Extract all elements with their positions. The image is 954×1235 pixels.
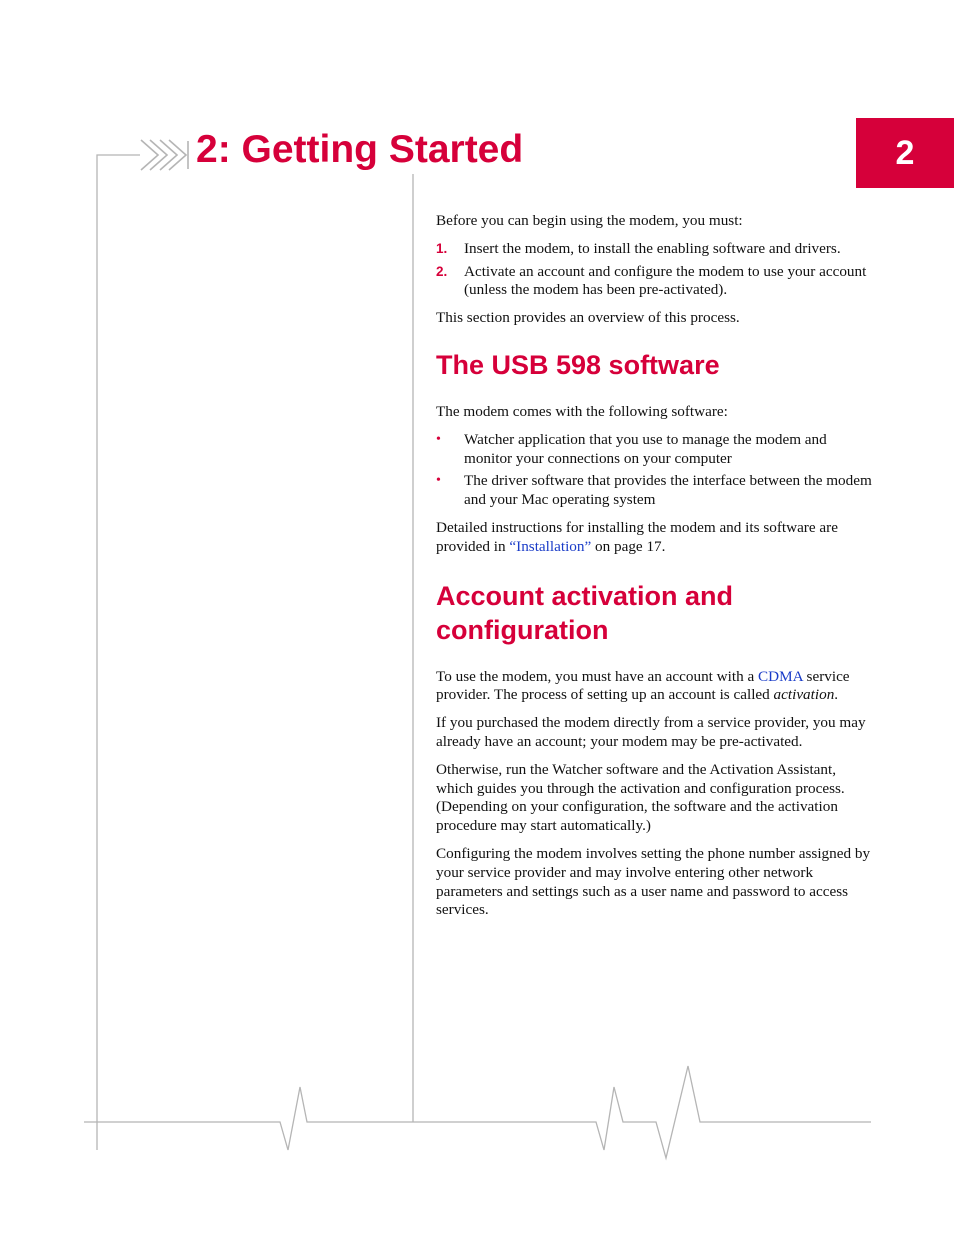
software-item-text: The driver software that provides the interface between the modem and your Mac operating system (464, 472, 872, 509)
main-content (436, 212, 872, 929)
chapter-title: 2: Getting Started (196, 128, 524, 171)
software-list (436, 431, 872, 510)
activation-term: activation (773, 686, 835, 704)
installation-paragraph (436, 519, 872, 557)
chevron-arrows-icon (141, 140, 188, 170)
footer-rule-waveform (84, 1066, 871, 1158)
software-item-text: Watcher application that you use to manage the modem and monitor your connections on your computer (464, 430, 827, 467)
account-p1-middle: service provider. The process of setting up an account is called (436, 667, 850, 704)
account-paragraph-1 (436, 668, 872, 706)
usb-software-heading: The USB 598 software (436, 349, 720, 380)
intro-overview: This section provides an overview of this process. (436, 309, 740, 327)
installation-text-after: on page 17. (591, 537, 666, 555)
account-p1-before: To use the modem, you must have an account with a (436, 667, 759, 685)
software-item (436, 472, 872, 510)
step-item (436, 263, 872, 301)
step-number: 1. (436, 240, 448, 256)
step-text: Activate an account and configure the modem to use your account (unless the modem has been pre-activated). (464, 262, 867, 299)
account-p1-after: . (834, 686, 839, 704)
step-number: 2. (436, 263, 448, 279)
account-paragraph-2: If you purchased the modem directly from a service provider, you may already have an account; your modem may be pre-activated. (436, 714, 866, 750)
software-item (436, 431, 872, 469)
bullet-icon: • (436, 431, 441, 447)
intro-lead: Before you can begin using the modem, you must: (436, 212, 743, 229)
step-item (436, 240, 872, 259)
intro-steps (436, 240, 872, 300)
step-text: Insert the modem, to install the enabling software and drivers. (464, 239, 841, 257)
cdma-link[interactable]: CDMA (758, 667, 803, 685)
account-paragraph-4: Configuring the modem involves setting the phone number assigned by your service provider and may involve entering other network parameters and settings such as a user name and password to access services. (436, 844, 871, 919)
account-activation-heading: Account activation and configuration (436, 580, 734, 645)
left-frame-line (97, 155, 140, 1150)
chapter-number-tab: 2 (856, 118, 954, 188)
usb-lead: The modem comes with the following software: (436, 402, 728, 420)
installation-link[interactable]: “Installation” (509, 537, 592, 555)
bullet-icon: • (436, 473, 441, 489)
account-paragraph-3: Otherwise, run the Watcher software and the Activation Assistant, which guides you through the activation and configuration process. (Depending on your configuration, the software and the activation procedure may start automatically.) (436, 760, 845, 835)
installation-text-before: Detailed instructions for installing the modem and its software are provided in (436, 518, 838, 555)
